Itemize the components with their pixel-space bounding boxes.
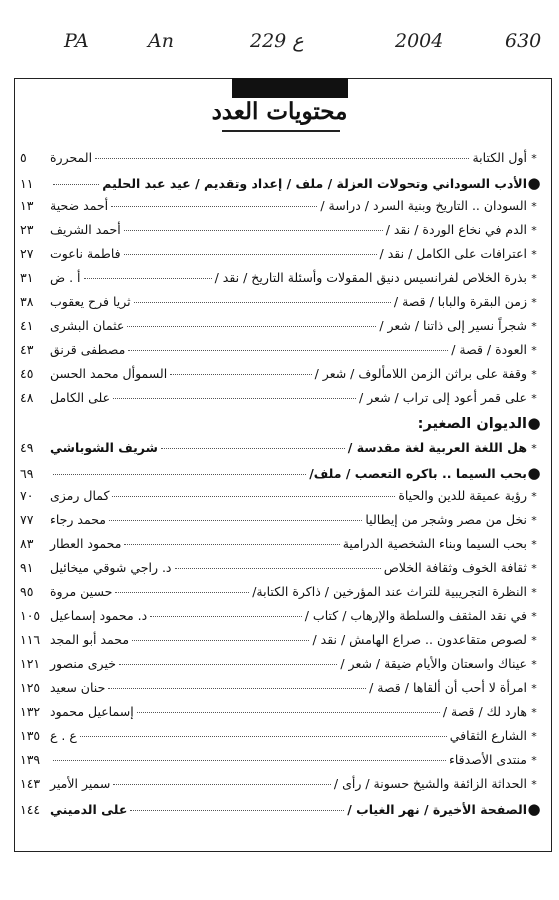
entry-title: شجراً نسير إلى ذاتنا / شعر / bbox=[379, 318, 527, 333]
handwritten-note-year: 2004 bbox=[395, 30, 444, 52]
entry-author: أحمد الشريف bbox=[50, 222, 121, 237]
entry-title: عيناك واسعتان والأيام ضيقة / شعر / bbox=[340, 656, 527, 671]
dot-leader bbox=[137, 712, 440, 713]
entry-page-number: ١٤٤ bbox=[20, 802, 41, 817]
entry-title: اعترافات على الكامل / نقد / bbox=[379, 246, 527, 261]
toc-entry bbox=[18, 464, 541, 488]
dot-leader bbox=[175, 568, 381, 569]
toc-entry bbox=[18, 560, 541, 584]
toc-entry bbox=[18, 440, 541, 464]
bullet-icon: * bbox=[531, 634, 537, 647]
entry-page-number: ١١ bbox=[20, 176, 34, 191]
dot-leader bbox=[134, 302, 391, 303]
entry-page-number: ١٣٥ bbox=[20, 728, 41, 743]
bullet-icon: * bbox=[531, 392, 537, 405]
toc-entry bbox=[18, 656, 541, 680]
bullet-icon: * bbox=[531, 296, 537, 309]
entry-author: على الكامل bbox=[50, 390, 111, 405]
dot-leader bbox=[108, 688, 366, 689]
dot-leader bbox=[53, 760, 446, 761]
bullet-icon: ● bbox=[527, 800, 541, 818]
entry-author: عثمان البشرى bbox=[50, 318, 125, 333]
entry-page-number: ٤٥ bbox=[20, 366, 34, 381]
entry-page-number: ٧٧ bbox=[20, 512, 34, 527]
bullet-icon: * bbox=[531, 272, 537, 285]
dot-leader bbox=[124, 544, 339, 545]
entry-page-number: ٩١ bbox=[20, 560, 34, 575]
bullet-icon: * bbox=[531, 248, 537, 261]
toc-entry bbox=[18, 318, 541, 342]
entry-author: المحررة bbox=[50, 150, 93, 165]
dot-leader bbox=[124, 254, 377, 255]
handwritten-note-pa: PA bbox=[64, 30, 89, 52]
entry-author: محمود العطار bbox=[50, 536, 122, 551]
entry-title: بحب السيما وبناء الشخصية الدرامية bbox=[342, 536, 527, 551]
entry-author: محمد رجاء bbox=[50, 512, 106, 527]
toc-entry bbox=[18, 246, 541, 270]
entry-page-number: ٧٠ bbox=[20, 488, 34, 503]
entry-title: بحب السيما .. باكره التعصب / ملف/ bbox=[309, 466, 527, 481]
bullet-icon: * bbox=[531, 706, 537, 719]
entry-author: محمد أبو المجد bbox=[50, 632, 130, 647]
toc-entry bbox=[18, 390, 541, 414]
entry-author: كمال رمزى bbox=[50, 488, 110, 503]
dot-leader bbox=[109, 520, 362, 521]
entry-author: فاطمة ناعوت bbox=[50, 246, 121, 261]
entry-author: السموأل محمد الحسن bbox=[50, 366, 168, 381]
dot-leader bbox=[113, 784, 331, 785]
entry-title: هل اللغة العربية لغة مقدسة / bbox=[347, 440, 527, 455]
toc-entry bbox=[18, 294, 541, 318]
entry-author: حنان سعيد bbox=[50, 680, 106, 695]
entry-title: الديوان الصغير: bbox=[417, 416, 527, 432]
entry-page-number: ٤٨ bbox=[20, 390, 34, 405]
title-underline bbox=[222, 130, 340, 132]
dot-leader bbox=[95, 158, 469, 159]
toc-entry bbox=[18, 512, 541, 536]
entry-title: السودان .. التاريخ وبنية السرد / دراسة / bbox=[320, 198, 527, 213]
entry-title: على قمر أعود إلى تراب / شعر / bbox=[358, 390, 527, 405]
entry-page-number: ٢٣ bbox=[20, 222, 34, 237]
entry-page-number: ٩٥ bbox=[20, 584, 34, 599]
bullet-icon: * bbox=[531, 610, 537, 623]
entry-title: بذرة الخلاص لفرانسيس دنيق المقولات وأسئلة التاريخ / نقد / bbox=[214, 270, 527, 285]
entry-author: إسماعيل محمود bbox=[50, 704, 134, 719]
toc-entry bbox=[18, 800, 541, 824]
bullet-icon: * bbox=[531, 442, 537, 455]
entry-title: الحداثة الزائفة والشيخ حسونة / رأى / bbox=[333, 776, 527, 791]
bullet-icon: * bbox=[531, 490, 537, 503]
entry-page-number: ٤٩ bbox=[20, 440, 34, 455]
dot-leader bbox=[119, 664, 337, 665]
section-heading bbox=[18, 414, 541, 440]
dot-leader bbox=[170, 374, 311, 375]
entry-author: مصطفى قرنق bbox=[50, 342, 126, 357]
entry-title: في نقد المثقف والسلطة والإرهاب / كتاب / bbox=[304, 608, 527, 623]
entry-page-number: ١٤٣ bbox=[20, 776, 41, 791]
toc-entry bbox=[18, 488, 541, 512]
entry-author: خيرى منصور bbox=[50, 656, 116, 671]
dot-leader bbox=[80, 736, 447, 737]
entry-author: سمير الأمير bbox=[50, 776, 111, 791]
dot-leader bbox=[124, 230, 383, 231]
entry-page-number: ٦٩ bbox=[20, 466, 34, 481]
entry-page-number: ٤١ bbox=[20, 318, 34, 333]
entry-page-number: ١٢١ bbox=[20, 656, 41, 671]
entry-title: الصفحة الأخيرة / نهر الغياب / bbox=[347, 802, 527, 817]
dot-leader bbox=[127, 326, 376, 327]
bullet-icon: * bbox=[531, 224, 537, 237]
entry-title: الدم في نخاع الوردة / نقد / bbox=[385, 222, 527, 237]
toc-entry bbox=[18, 150, 541, 174]
dot-leader bbox=[150, 616, 302, 617]
toc-entry bbox=[18, 776, 541, 800]
toc-entry bbox=[18, 584, 541, 608]
bullet-icon: * bbox=[531, 344, 537, 357]
dot-leader bbox=[132, 640, 309, 641]
dot-leader bbox=[53, 474, 306, 475]
entry-page-number: ١٠٥ bbox=[20, 608, 41, 623]
bullet-icon: * bbox=[531, 730, 537, 743]
entry-title: رؤية عميقة للدين والحياة bbox=[398, 488, 527, 503]
toc-entry bbox=[18, 174, 541, 198]
dot-leader bbox=[113, 398, 356, 399]
bullet-icon: * bbox=[531, 320, 537, 333]
entry-author: أ . ض bbox=[50, 270, 81, 285]
entry-page-number: ٤٣ bbox=[20, 342, 34, 357]
entry-page-number: ٥ bbox=[20, 150, 27, 165]
bullet-icon: * bbox=[531, 152, 537, 165]
toc-entry bbox=[18, 752, 541, 776]
bullet-icon: * bbox=[531, 754, 537, 767]
bullet-icon: * bbox=[531, 778, 537, 791]
bullet-icon: * bbox=[531, 514, 537, 527]
entry-title: النظرة التجريبية للتراث عند المؤرخين / ذاكرة الكتابة/ bbox=[252, 584, 527, 599]
handwritten-note-number: 630 bbox=[505, 30, 542, 52]
entry-page-number: ١٣٩ bbox=[20, 752, 41, 767]
toc-entry bbox=[18, 536, 541, 560]
bullet-icon: * bbox=[531, 658, 537, 671]
entry-title: ثقافة الخوف وثقافة الخلاص bbox=[383, 560, 527, 575]
page-title: محتويات العدد bbox=[211, 98, 348, 125]
toc-entry bbox=[18, 222, 541, 246]
entry-page-number: ٢٧ bbox=[20, 246, 34, 261]
handwritten-note-issue: 229 ع bbox=[250, 30, 304, 52]
entry-title: زمن البقرة والبابا / قصة / bbox=[393, 294, 527, 309]
bullet-icon: ● bbox=[527, 414, 541, 432]
entry-author: ثريا فرح يعقوب bbox=[50, 294, 131, 309]
entry-author: أحمد ضحية bbox=[50, 198, 109, 213]
entry-title: وقفة على براثن الزمن اللامألوف / شعر / bbox=[314, 366, 527, 381]
entry-title: منتدى الأصدقاء bbox=[449, 752, 527, 767]
bullet-icon: ● bbox=[527, 174, 541, 192]
bullet-icon: ● bbox=[527, 464, 541, 482]
entry-title: هارد لك / قصة / bbox=[442, 704, 527, 719]
entry-title: الشارع الثقافي bbox=[449, 728, 527, 743]
entry-author: د. محمود إسماعيل bbox=[50, 608, 148, 623]
entry-page-number: ١٣ bbox=[20, 198, 34, 213]
handwritten-note-an: An bbox=[148, 30, 174, 52]
bullet-icon: * bbox=[531, 682, 537, 695]
toc-entry bbox=[18, 270, 541, 294]
entry-title: العودة / قصة / bbox=[451, 342, 527, 357]
entry-page-number: ٣٨ bbox=[20, 294, 34, 309]
dot-leader bbox=[111, 206, 317, 207]
toc-entry bbox=[18, 680, 541, 704]
toc-entry bbox=[18, 198, 541, 222]
dot-leader bbox=[84, 278, 212, 279]
entry-page-number: ١٣٢ bbox=[20, 704, 41, 719]
toc-entry bbox=[18, 632, 541, 656]
bullet-icon: * bbox=[531, 200, 537, 213]
entry-title: الأدب السوداني وتحولات العزلة / ملف / إعداد وتقديم / عيد عبد الحليم bbox=[102, 176, 527, 191]
toc-entry bbox=[18, 366, 541, 390]
toc-entry bbox=[18, 342, 541, 366]
bullet-icon: * bbox=[531, 562, 537, 575]
dot-leader bbox=[128, 350, 448, 351]
table-of-contents bbox=[18, 150, 541, 824]
dot-leader bbox=[161, 448, 345, 449]
entry-author: شريف الشوباشي bbox=[50, 440, 158, 455]
entry-page-number: ١٢٥ bbox=[20, 680, 41, 695]
toc-entry bbox=[18, 704, 541, 728]
entry-author: ع . ع bbox=[50, 728, 77, 743]
entry-title: امرأة لا أحب أن ألقاها / قصة / bbox=[369, 680, 527, 695]
bullet-icon: * bbox=[531, 538, 537, 551]
entry-title: نخل من مصر وشجر من إيطاليا bbox=[365, 512, 527, 527]
entry-page-number: ١١٦ bbox=[20, 632, 41, 647]
dot-leader bbox=[112, 496, 395, 497]
entry-author: على الدميني bbox=[50, 802, 128, 817]
entry-title: لصوص متقاعدون .. صراع الهامش / نقد / bbox=[312, 632, 527, 647]
bullet-icon: * bbox=[531, 586, 537, 599]
header-bar bbox=[232, 78, 348, 98]
bullet-icon: * bbox=[531, 368, 537, 381]
entry-author: د. راجي شوقي ميخائيل bbox=[50, 560, 172, 575]
dot-leader bbox=[53, 184, 99, 185]
entry-page-number: ٣١ bbox=[20, 270, 34, 285]
dot-leader bbox=[115, 592, 249, 593]
entry-title: أول الكتابة bbox=[472, 150, 527, 165]
entry-page-number: ٨٣ bbox=[20, 536, 34, 551]
toc-entry bbox=[18, 728, 541, 752]
toc-entry bbox=[18, 608, 541, 632]
entry-author: حسين مروة bbox=[50, 584, 113, 599]
dot-leader bbox=[130, 810, 344, 811]
